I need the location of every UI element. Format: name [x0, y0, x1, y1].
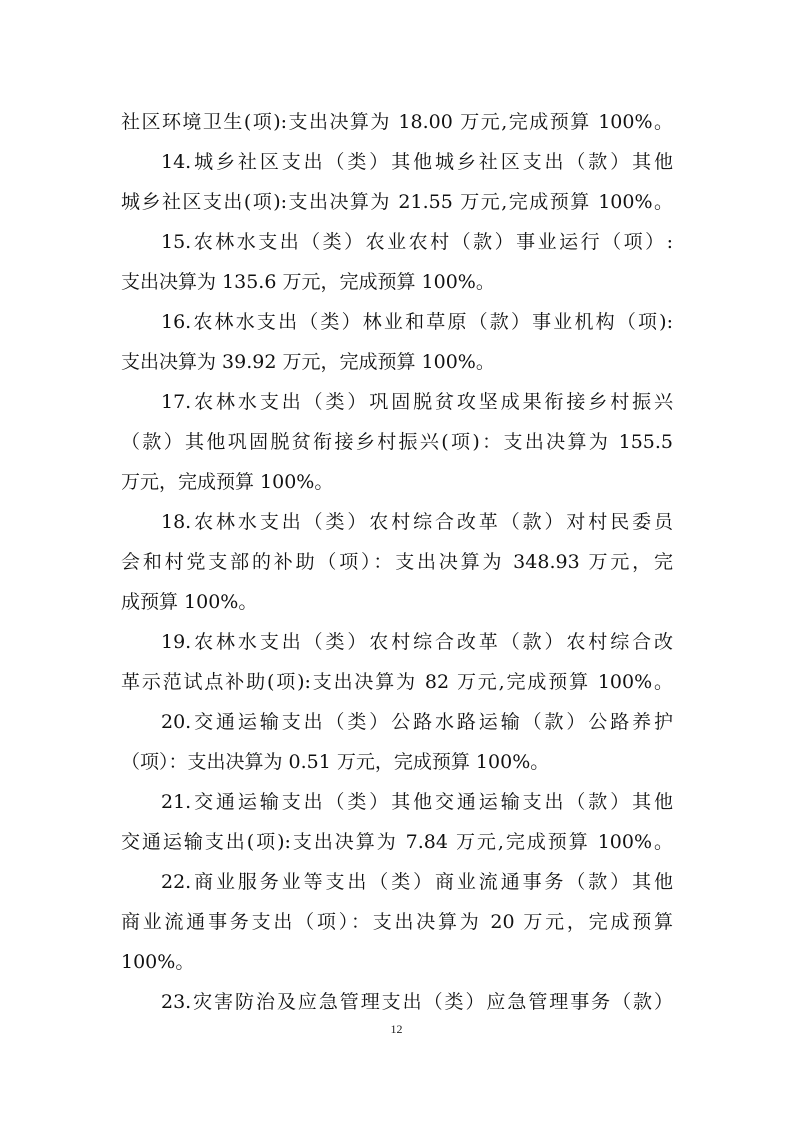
text-line-19: 交通运输支出(项):支出决算为 7.84 万元,完成预算 100%。	[121, 831, 673, 853]
text-line-10: 万元，完成预算 100%。	[121, 471, 334, 493]
text-line-17: （项）：支出决算为 0.51 万元，完成预算 100%。	[121, 751, 550, 773]
text-line-16: 20.交通运输支出（类）公路水路运输（款）公路养护	[161, 711, 673, 733]
text-line-1: 社区环境卫生(项):支出决算为 18.00 万元,完成预算 100%。	[121, 111, 673, 133]
text-line-13: 成预算 100%。	[121, 591, 258, 613]
text-line-8: 17.农林水支出（类）巩固脱贫攻坚成果衔接乡村振兴	[161, 391, 673, 413]
text-line-2: 14.城乡社区支出（类）其他城乡社区支出（款）其他	[161, 151, 673, 173]
text-line-18: 21.交通运输支出（类）其他交通运输支出（款）其他	[161, 791, 673, 813]
text-line-7: 支出决算为 39.92 万元，完成预算 100%。	[121, 351, 495, 373]
text-line-6: 16.农林水支出（类）林业和草原（款）事业机构（项):	[161, 311, 673, 333]
text-line-5: 支出决算为 135.6 万元，完成预算 100%。	[121, 271, 495, 293]
page-number: 12	[390, 1022, 403, 1036]
text-line-21: 商业流通事务支出（项）：支出决算为 20 万元，完成预算	[121, 911, 673, 933]
text-line-23: 23.灾害防治及应急管理支出（类）应急管理事务（款）	[161, 991, 673, 1013]
text-line-20: 22.商业服务业等支出（类）商业流通事务（款）其他	[161, 871, 673, 893]
text-line-9: （款）其他巩固脱贫衔接乡村振兴(项)：支出决算为 155.5	[121, 431, 673, 453]
text-line-14: 19.农林水支出（类）农村综合改革（款）农村综合改	[161, 631, 673, 653]
text-line-11: 18.农林水支出（类）农村综合改革（款）对村民委员	[161, 511, 673, 533]
text-line-15: 革示范试点补助(项):支出决算为 82 万元,完成预算 100%。	[121, 671, 673, 693]
text-line-22: 100%。	[121, 951, 195, 973]
text-line-12: 会和村党支部的补助（项）：支出决算为 348.93 万元，完	[121, 551, 673, 573]
text-line-3: 城乡社区支出(项):支出决算为 21.55 万元,完成预算 100%。	[121, 191, 673, 213]
document-body	[121, 102, 673, 1022]
text-line-4: 15.农林水支出（类）农业农村（款）事业运行（项）:	[161, 231, 673, 253]
